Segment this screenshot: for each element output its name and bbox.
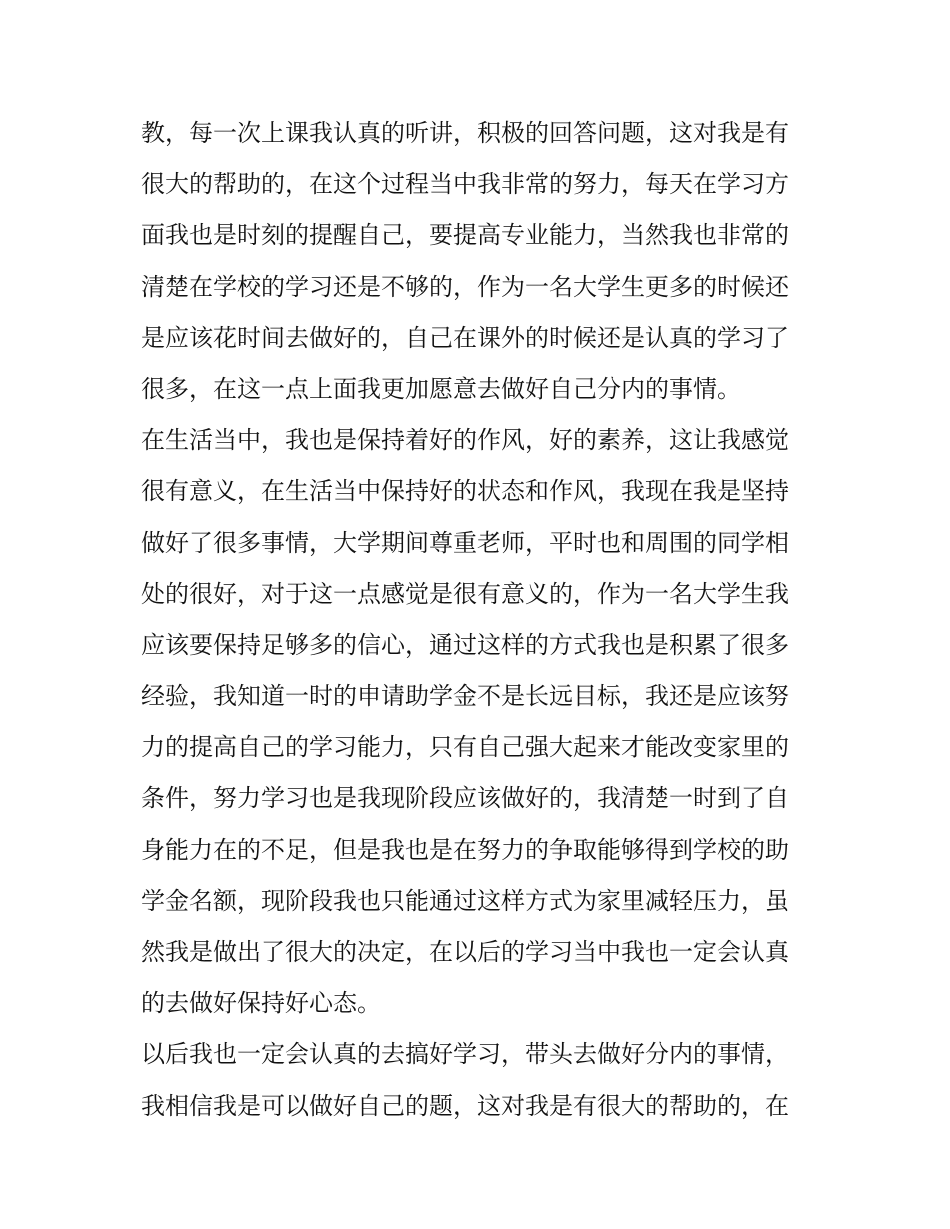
text-line: 的去做好保持好心态。 <box>141 989 381 1018</box>
text-line: 很有意义，在生活当中保持好的状态和作风，我现在我是坚持 <box>141 477 789 506</box>
text-line: 教，每一次上课我认真的听讲，积极的回答问题，这对我是有 <box>141 119 789 147</box>
text-line: 清楚在学校的学习还是不够的，作为一名大学生更多的时候还 <box>141 272 789 301</box>
text-line: 经验，我知道一时的申请助学金不是长远目标，我还是应该努 <box>141 682 789 711</box>
text-line: 在生活当中，我也是保持着好的作风，好的素养，这让我感觉 <box>141 426 789 455</box>
text-line: 身能力在的不足，但是我也是在努力的争取能够得到学校的助 <box>141 835 789 864</box>
text-line: 面我也是时刻的提醒自己，要提高专业能力，当然我也非常的 <box>141 221 789 250</box>
body-text <box>141 108 813 1132</box>
text-line: 以后我也一定会认真的去搞好学习，带头去做好分内的事情， <box>141 1040 789 1069</box>
text-line: 处的很好，对于这一点感觉是很有意义的，作为一名大学生我 <box>141 579 789 608</box>
text-line: 应该要保持足够多的信心，通过这样的方式我也是积累了很多 <box>141 630 789 659</box>
text-line: 我相信我是可以做好自己的题，这对我是有很大的帮助的，在 <box>141 1091 789 1120</box>
text-line: 条件，努力学习也是我现阶段应该做好的，我清楚一时到了自 <box>141 784 789 813</box>
text-line: 力的提高自己的学习能力，只有自己强大起来才能改变家里的 <box>141 733 789 762</box>
text-line: 很多，在这一点上面我更加愿意去做好自己分内的事情。 <box>141 374 741 403</box>
text-line: 然我是做出了很大的决定，在以后的学习当中我也一定会认真 <box>141 938 789 966</box>
text-line: 做好了很多事情，大学期间尊重老师，平时也和周围的同学相 <box>141 528 789 557</box>
text-line: 学金名额，现阶段我也只能通过这样方式为家里减轻压力，虽 <box>141 886 789 915</box>
text-line: 是应该花时间去做好的，自己在课外的时候还是认真的学习了 <box>141 323 789 352</box>
text-line: 很大的帮助的，在这个过程当中我非常的努力，每天在学习方 <box>141 170 789 199</box>
